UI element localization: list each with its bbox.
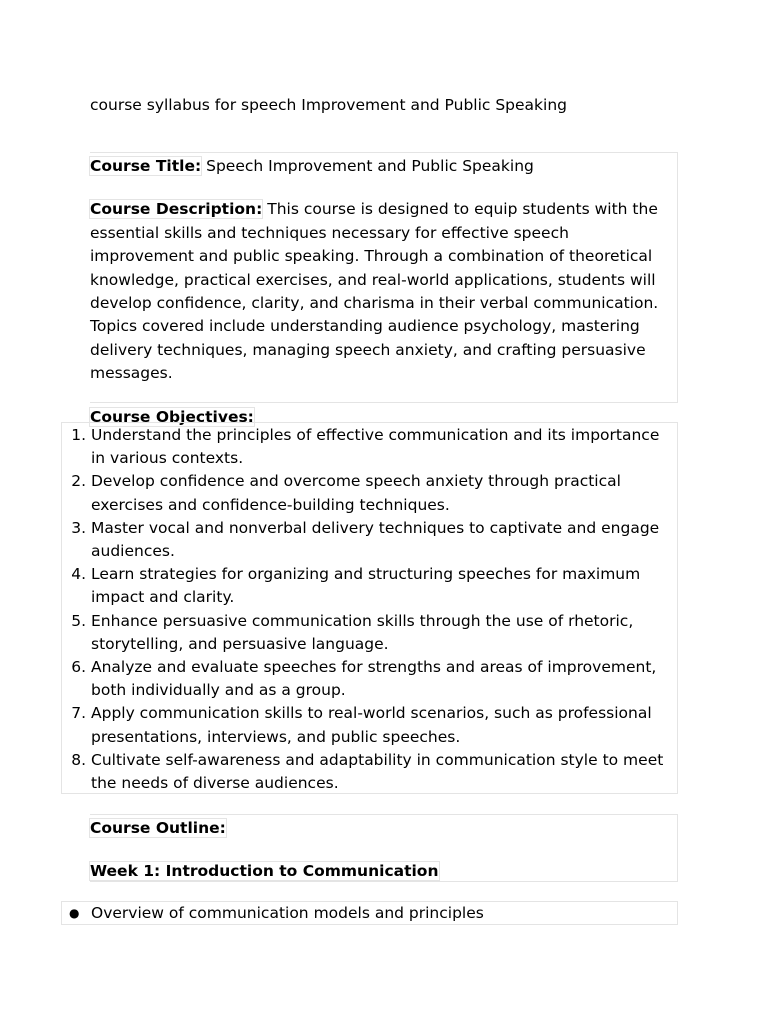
course-info-block	[90, 152, 678, 426]
objectives-block	[61, 422, 678, 794]
course-title-value: Speech Improvement and Public Speaking	[201, 157, 534, 175]
list-item-text: Overview of communication models and principles	[91, 904, 484, 922]
objective-item: 2. Develop confidence and overcome speech anxiety through practical exercises and confidence-building techniques.	[91, 470, 677, 516]
objective-item: 7. Apply communication skills to real-world scenarios, such as professional presentations, interviews, and public speeches.	[91, 702, 677, 748]
objectives-list	[62, 424, 677, 795]
course-outline-block	[90, 814, 678, 882]
list-item	[69, 902, 677, 925]
spacer	[90, 386, 677, 406]
objective-item: 8. Cultivate self-awareness and adaptability in communication style to meet the needs of diverse audiences.	[91, 749, 677, 795]
week-1-heading	[90, 860, 677, 883]
course-title-label: Course Title:	[90, 157, 202, 175]
bullet-icon: ●	[69, 906, 80, 920]
objective-item: 5. Enhance persuasive communication skills through the use of rhetoric, storytelling, and persuasive language.	[91, 610, 677, 656]
objective-item: 6. Analyze and evaluate speeches for strengths and areas of improvement, both individually and as a group.	[91, 656, 677, 702]
week-1-topics-list	[62, 902, 677, 925]
course-title-line	[90, 155, 677, 178]
spacer	[90, 178, 677, 198]
week-1-label: Week 1: Introduction to Communication	[90, 862, 439, 881]
course-objectives-label: Course Objectives:	[90, 407, 254, 426]
course-outline-label: Course Outline:	[90, 819, 226, 837]
course-description-label: Course Description:	[90, 200, 263, 219]
objective-item: 3. Master vocal and nonverbal delivery techniques to captivate and engage audiences.	[91, 517, 677, 563]
spacer	[90, 840, 677, 860]
document-heading: course syllabus for speech Improvement and Public Speaking	[90, 96, 568, 114]
objective-item: 4. Learn strategies for organizing and structuring speeches for maximum impact and clarity.	[91, 563, 677, 609]
week-1-topics-block	[61, 901, 678, 925]
course-description-text: This course is designed to equip students with the essential skills and techniques necessary for effective speech improvement and public speaking. Through a combination of theoretical knowledge, practical exercises, and real-world applications, students will develop confidence, clarity, and charisma in their verbal communication. Topics covered include understanding audience psychology, mastering delivery techniques, managing speech anxiety, and crafting persuasive messages.	[90, 200, 659, 383]
objective-item: 1. Understand the principles of effective communication and its importance in various contexts.	[91, 424, 677, 470]
course-outline-heading	[90, 817, 677, 840]
course-description	[90, 198, 677, 385]
